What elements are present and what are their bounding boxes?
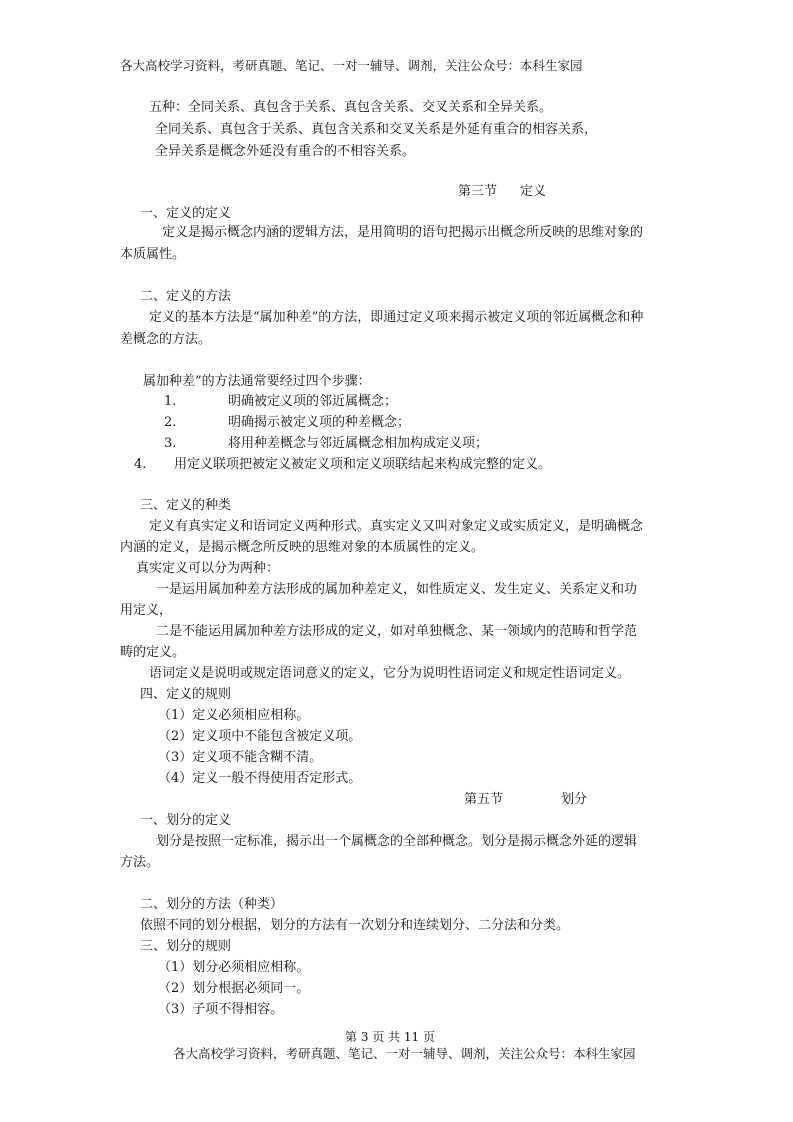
step-number: 1.	[164, 394, 177, 409]
heading-definition-method: 二、定义的方法	[140, 289, 232, 304]
step-number: 2.	[164, 415, 177, 430]
section-5-number: 第五节	[464, 792, 504, 807]
heading-division-definition: 一、划分的定义	[140, 813, 232, 828]
paragraph-definition-method-line1: 定义的基本方法是“属加种差”的方法，即通过定义项来揭示被定义项的邻近属概念和种	[149, 310, 644, 325]
step-number: 4.	[134, 457, 147, 472]
rule-item: （1）划分必须相应相称。	[158, 960, 310, 975]
paragraph-verbal-definition: 语词定义是说明或规定语词意义的定义，它分为说明性语词定义和规定性语词定义。	[149, 666, 631, 681]
paragraph-definition-of-definition-line1: 定义是揭示概念内涵的逻辑方法，是用简明的语句把揭示出概念所反映的思维对象的	[162, 225, 644, 240]
paragraph-definition-of-definition-line2: 本质属性。	[120, 247, 186, 262]
paragraph-non-genus-line1: 二是不能运用属加种差方法形成的定义，如对单独概念、某一领域内的范畴和哲学范	[156, 624, 638, 639]
page-footer: 各大高校学习资料，考研真题、笔记、一对一辅导、调剂，关注公众号：本科生家园	[173, 1046, 636, 1061]
heading-definition-of-definition: 一、定义的定义	[140, 206, 232, 221]
relations-incompatible: 全异关系是概念外延没有重合的不相容关系。	[155, 144, 416, 159]
step-text: 用定义联项把被定义被定义项和定义项联结起来构成完整的定义。	[174, 457, 552, 472]
rule-item: （1）定义必须相应相称。	[158, 708, 310, 723]
step-text: 明确揭示被定义项的种差概念；	[228, 415, 411, 430]
page-header: 各大高校学习资料，考研真题、笔记、一对一辅导、调剂，关注公众号：本科生家园	[120, 58, 583, 73]
paragraph-definition-method-line2: 差概念的方法。	[120, 332, 212, 347]
paragraph-division-definition-line1: 划分是按照一定标准，揭示出一个属概念的全部种概念。划分是揭示概念外延的逻辑	[156, 834, 638, 849]
page-number: 第 3 页 共 11 页	[345, 1030, 435, 1044]
section-5-title: 划分	[561, 792, 588, 807]
paragraph-genus-difference-line1: 一是运用属加种差方法形成的属加种差定义，如性质定义、发生定义、关系定义和功	[156, 582, 638, 597]
paragraph-genus-difference-line2: 用定义，	[120, 603, 173, 618]
rule-item: （3）子项不得相容。	[158, 1002, 284, 1017]
steps-intro: 属加种差”的方法通常要经过四个步骤：	[143, 374, 371, 389]
paragraph-definition-types-line1: 定义有真实定义和语词定义两种形式。真实定义又叫对象定义或实质定义，是明确概念	[149, 519, 644, 534]
rule-item: （4）定义一般不得使用否定形式。	[158, 771, 362, 786]
rule-item: （3）定义项不能含糊不清。	[158, 750, 323, 765]
step-text: 明确被定义项的邻近属概念；	[228, 394, 398, 409]
step-number: 3.	[164, 436, 177, 451]
heading-division-method: 二、划分的方法（种类）	[140, 897, 284, 912]
heading-definition-rules: 四、定义的规则	[140, 687, 232, 702]
paragraph-division-definition-line2: 方法。	[120, 855, 160, 870]
heading-division-rules: 三、划分的规则	[140, 939, 232, 954]
rule-item: （2）定义项中不能包含被定义项。	[158, 729, 362, 744]
rule-item: （2）划分根据必须同一。	[158, 981, 310, 996]
paragraph-non-genus-line2: 畴的定义。	[120, 645, 186, 660]
paragraph-definition-types-line2: 内涵的定义，是揭示概念所反映的思维对象的本质属性的定义。	[120, 540, 485, 555]
paragraph-real-definition-intro: 真实定义可以分为两种：	[136, 561, 280, 576]
heading-definition-types: 三、定义的种类	[140, 498, 232, 513]
relations-summary: 五种：全同关系、真包含于关系、真包含关系、交叉关系和全异关系。	[149, 100, 553, 115]
step-text: 将用种差概念与邻近属概念相加构成定义项；	[228, 436, 489, 451]
section-3-title: 定义	[520, 184, 547, 199]
relations-compatible: 全同关系、真包含于关系、真包含关系和交叉关系是外延有重合的相容关系，	[155, 122, 598, 137]
paragraph-division-method: 依照不同的划分根据，划分的方法有一次划分和连续划分、二分法和分类。	[140, 918, 570, 933]
section-3-number: 第三节	[458, 184, 498, 199]
